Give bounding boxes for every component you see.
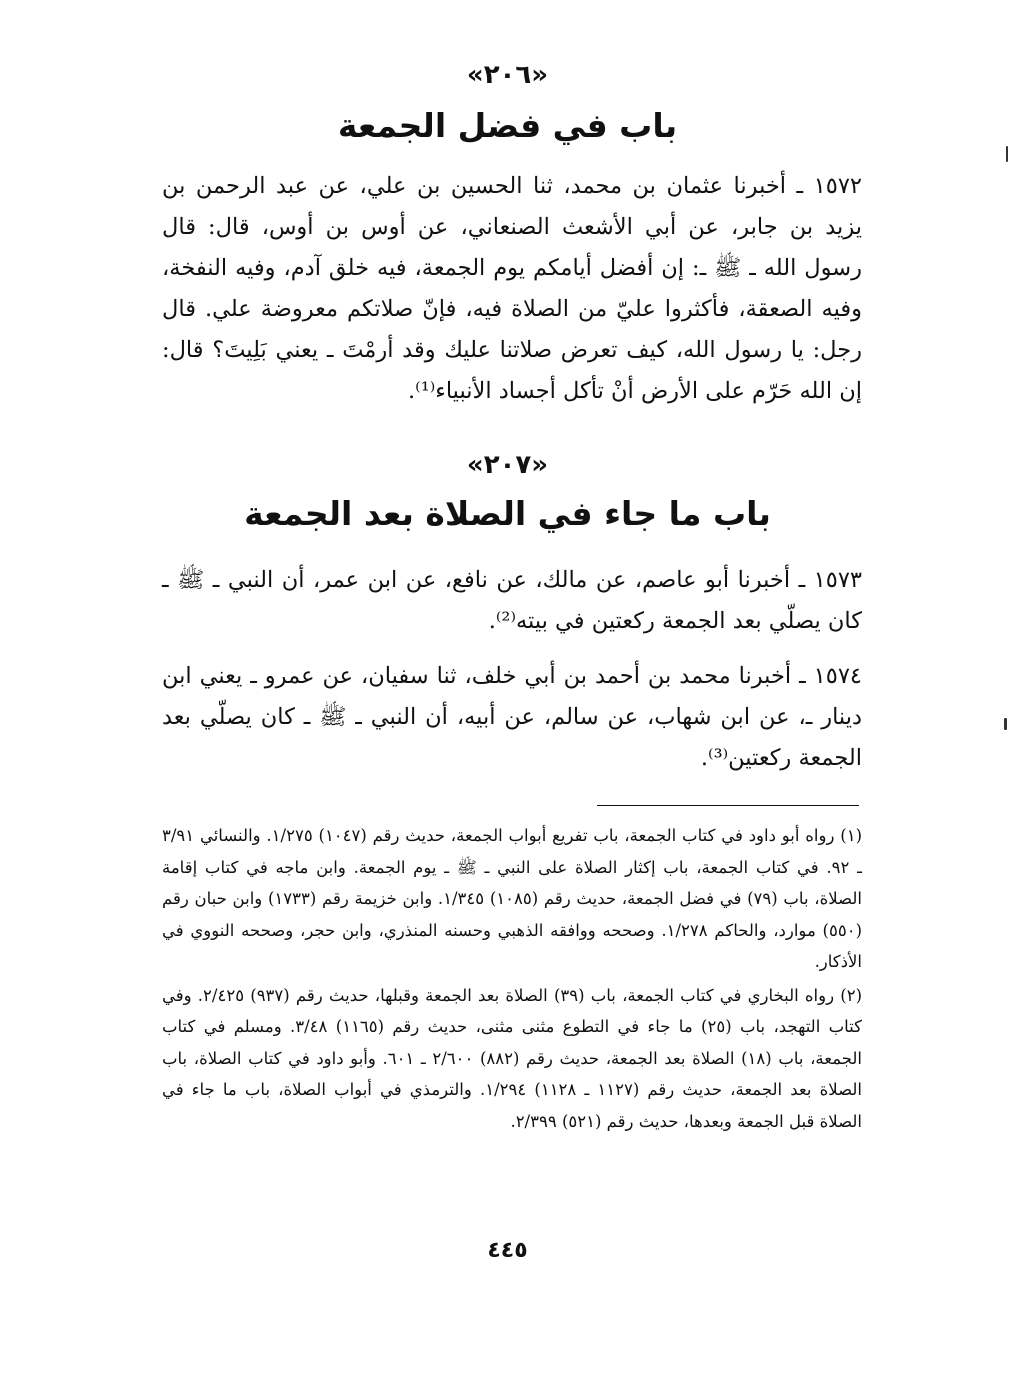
page-number: ٤٤٥ [487,1238,528,1263]
footnote-1: (١) رواه أبو داود في كتاب الجمعة، باب تفريع أبواب الجمعة، حديث رقم (١٠٤٧) ١/٢٧٥. والنسائي ٣/٩١ ـ ٩٢. في كتاب الجمعة، باب إكثار الصلاة على النبي ـ ﷺ ـ يوم الجمعة. وابن ماجه في كتاب إقامة الصلاة، باب (٧٩) في فضل الجمعة، حديث رقم (١٠٨٥) ١/٣٤٥. وابن خزيمة رقم (١٧٣٣) وابن حبان رقم (٥٥٠) موارد، والحاكم ١/٢٧٨. وصححه ووافقه الذهبي وحسنه المنذري، وابن حجر، وصححه النووي في الأذكار. [162,826,862,971]
hadith-1572: ١٥٧٢ ـ أخبرنا عثمان بن محمد، ثنا الحسين بن علي، عن عبد الرحمن بن يزيد بن جابر، عن أبي الأشعث الصنعاني، عن أوس بن أوس، قال: قال رسول الله ـ ﷺ ـ: إن أفضل أيامكم يوم الجمعة، فيه خلق آدم، وفيه النفخة، وفيه الصعقة، فأكثروا عليّ من الصلاة فيه، فإنّ صلاتكم معروضة علي. قال رجل: يا رسول الله، كيف تعرض صلاتنا عليك وقد أرمْتَ ـ يعني بَلِيتَ؟ قال: إن الله حَرّم على الأرض أنْ تأكل أجساد الأنبياء⁽¹⁾. [162,173,862,404]
section-number-207: «٢٠٧» [466,450,549,480]
section-body-206 [162,166,862,412]
hadith-1574: ١٥٧٤ ـ أخبرنا محمد بن أحمد بن أبي خلف، ثنا سفيان، عن عمرو ـ يعني ابن دينار ـ، عن ابن شهاب، عن سالم، عن أبيه، أن النبي ـ ﷺ ـ كان يصلّي بعد الجمعة ركعتين⁽³⁾. [162,663,862,771]
hadith-1573: ١٥٧٣ ـ أخبرنا أبو عاصم، عن مالك، عن نافع، عن ابن عمر، أن النبي ـ ﷺ ـ كان يصلّي بعد الجمعة ركعتين في بيته⁽²⁾. [162,567,862,634]
section-body-207 [162,560,862,779]
footnote-2: (٢) رواه البخاري في كتاب الجمعة، باب (٣٩) الصلاة بعد الجمعة وقبلها، حديث رقم (٩٣٧) ٢/٤٢٥. وفي كتاب التهجد، باب (٢٥) ما جاء في التطوع مثنى مثنى، حديث رقم (١١٦٥) ٣/٤٨. ومسلم في كتاب الجمعة، باب (١٨) الصلاة بعد الجمعة، حديث رقم (٨٨٢) ٢/٦٠٠ ـ ٦٠١. وأبو داود في كتاب الصلاة، باب الصلاة بعد الجمعة، حديث رقم (١١٢٧ ـ ١١٢٨) ١/٢٩٤. والترمذي في أبواب الصلاة، باب ما جاء في الصلاة قبل الجمعة وبعدها، حديث رقم (٥٢١) ٢/٣٩٩. [162,985,863,1131]
scan-edge-mark [1006,146,1008,162]
section-title-206: باب في فضل الجمعة [337,106,678,145]
scan-edge-mark [1004,718,1007,730]
footnote-divider [597,805,859,806]
footnotes [162,820,862,1137]
section-number-206: «٢٠٦» [466,60,549,90]
section-title-207: باب ما جاء في الصلاة بعد الجمعة [244,494,771,533]
